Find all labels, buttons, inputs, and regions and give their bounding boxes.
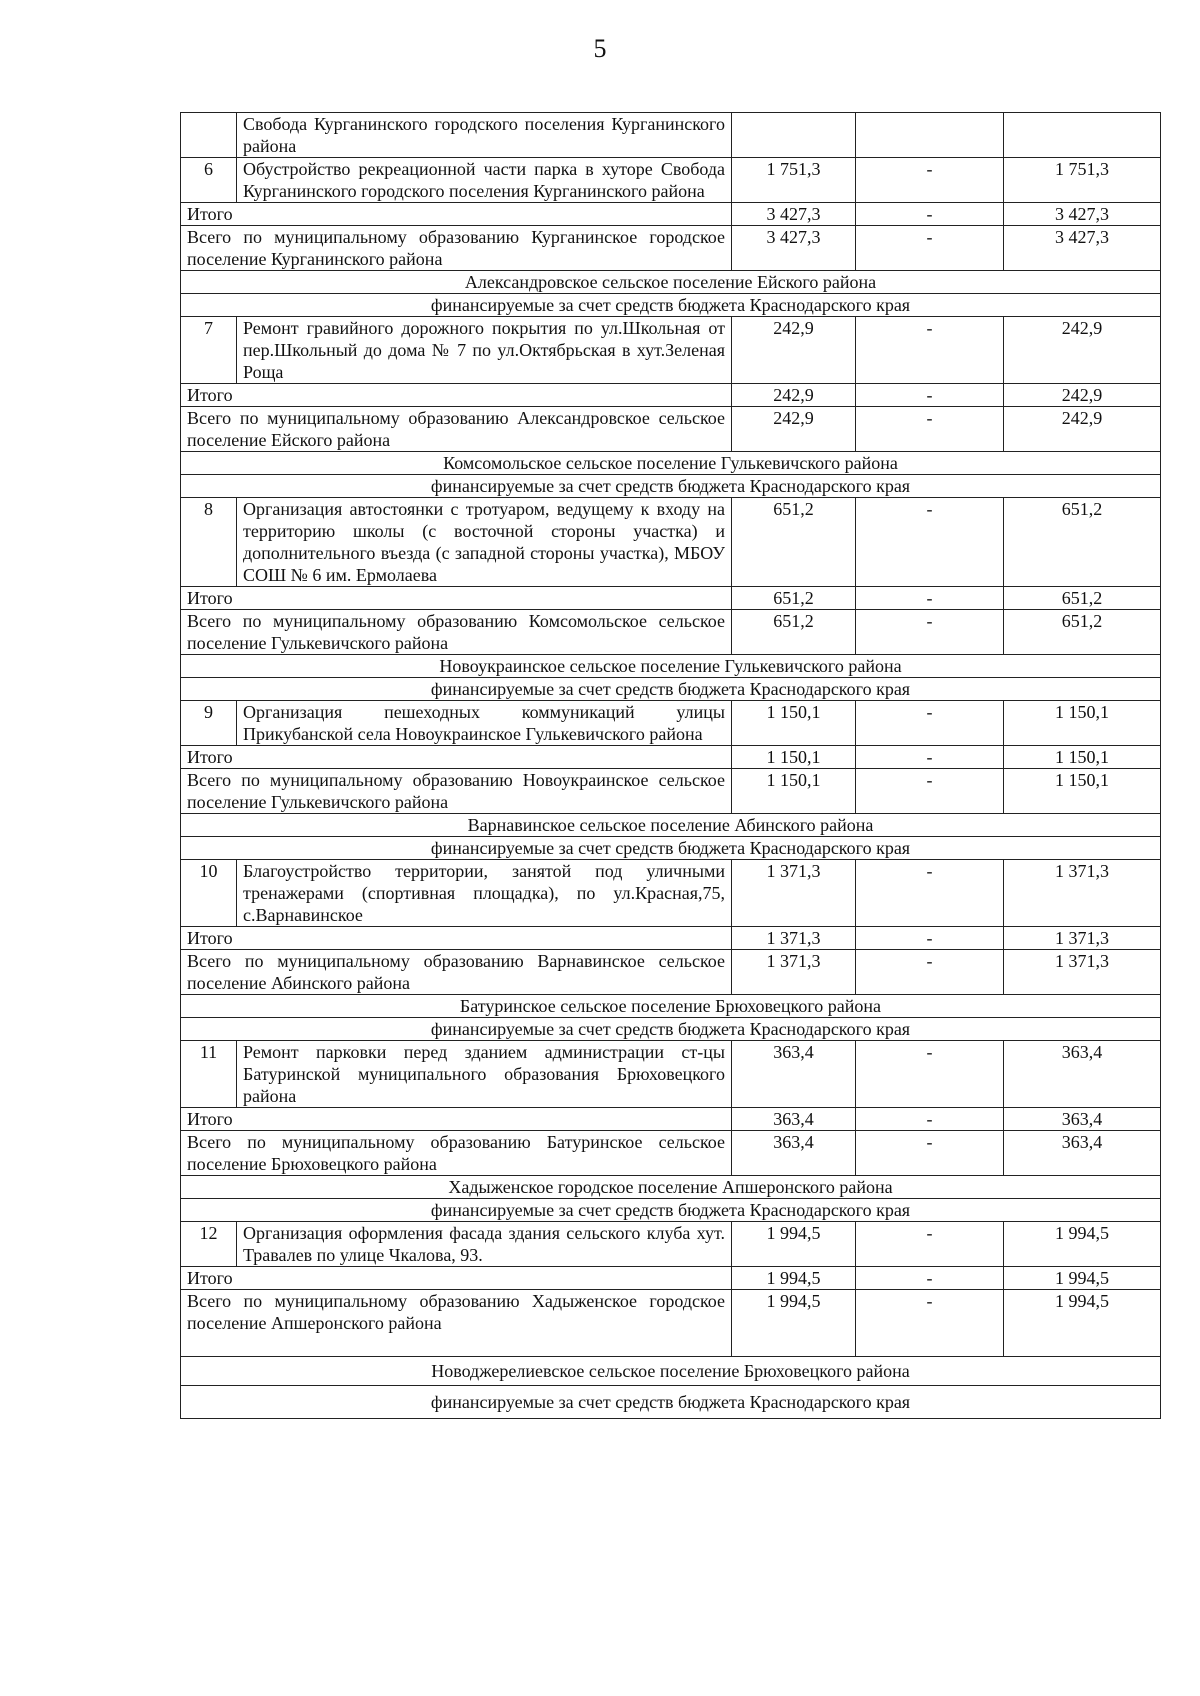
dash-cell: - [856,1041,1004,1108]
value-cell: 1 994,5 [1004,1267,1161,1290]
itogo-label: Итого [181,746,732,769]
section-row [181,814,1161,837]
funding-row [181,475,1161,498]
funding-row [181,1018,1161,1041]
value-cell: 651,2 [1004,610,1161,655]
itogo-row [181,1108,1161,1131]
section-row [181,1176,1161,1199]
row-description: Свобода Курганинского городского поселения Курганинского района [237,113,732,158]
dash-cell: - [856,587,1004,610]
table-row [181,317,1161,384]
value-cell: 1 371,3 [1004,860,1161,927]
value-cell: 3 427,3 [732,226,856,271]
value-cell: 1 371,3 [732,950,856,995]
itogo-label: Итого [181,587,732,610]
row-number-cell [181,113,237,158]
dash-cell: - [856,407,1004,452]
section-title: Комсомольское сельское поселение Гулькевичского района [181,452,1161,475]
value-cell: 1 150,1 [732,746,856,769]
table-row [181,498,1161,587]
budget-table [180,112,1161,1419]
funding-row [181,1199,1161,1222]
itogo-label: Итого [181,1108,732,1131]
section-title: Батуринское сельское поселение Брюховецкого района [181,995,1161,1018]
value-cell: 1 150,1 [1004,701,1161,746]
itogo-label: Итого [181,203,732,226]
funding-row [181,837,1161,860]
row-number-cell: 12 [181,1222,237,1267]
itogo-row [181,203,1161,226]
row-number-cell: 7 [181,317,237,384]
row-description: Ремонт гравийного дорожного покрытия по ул.Школьная от пер.Школьный до дома № 7 по ул.Октябрьская в хут.Зеленая Роща [237,317,732,384]
section-title: Александровское сельское поселение Ейского района [181,271,1161,294]
funding-title: финансируемые за счет средств бюджета Краснодарского края [181,294,1161,317]
dash-cell: - [856,746,1004,769]
value-cell: 651,2 [1004,587,1161,610]
section-row [181,995,1161,1018]
row-number-cell: 9 [181,701,237,746]
value-cell: 242,9 [732,317,856,384]
value-cell: 1 994,5 [732,1290,856,1357]
dash-cell: - [856,498,1004,587]
value-cell: 242,9 [732,384,856,407]
dash-cell: - [856,203,1004,226]
vsego-label: Всего по муниципальному образованию Варнавинское сельское поселение Абинского района [181,950,732,995]
table-row [181,113,1161,158]
table-row [181,701,1161,746]
row-description: Ремонт парковки перед зданием администрации ст-цы Батуринской муниципального образования Брюховецкого района [237,1041,732,1108]
section-row [181,452,1161,475]
row-number-cell: 10 [181,860,237,927]
row-number-cell: 6 [181,158,237,203]
dash-cell: - [856,1267,1004,1290]
value-cell: 651,2 [1004,498,1161,587]
value-cell: 1 371,3 [732,860,856,927]
itogo-label: Итого [181,384,732,407]
vsego-row [181,1131,1161,1176]
dash-cell: - [856,226,1004,271]
itogo-label: Итого [181,927,732,950]
value-cell: 651,2 [732,498,856,587]
section-row [181,655,1161,678]
funding-title: финансируемые за счет средств бюджета Краснодарского края [181,1018,1161,1041]
vsego-label: Всего по муниципальному образованию Батуринское сельское поселение Брюховецкого района [181,1131,732,1176]
vsego-row [181,610,1161,655]
value-cell: 1 371,3 [732,927,856,950]
itogo-row [181,587,1161,610]
vsego-row [181,226,1161,271]
value-cell [732,113,856,158]
value-cell: 1 994,5 [1004,1222,1161,1267]
row-description: Благоустройство территории, занятой под уличными тренажерами (спортивная площадка), по ул.Красная,75, с.Варнавинское [237,860,732,927]
value-cell: 1 371,3 [1004,950,1161,995]
value-cell: 1 150,1 [1004,746,1161,769]
funding-title: финансируемые за счет средств бюджета Краснодарского края [181,475,1161,498]
value-cell: 363,4 [732,1131,856,1176]
value-cell: 1 751,3 [732,158,856,203]
value-cell: 1 150,1 [732,769,856,814]
vsego-row [181,769,1161,814]
value-cell: 242,9 [1004,407,1161,452]
row-number-cell: 11 [181,1041,237,1108]
vsego-label: Всего по муниципальному образованию Хадыженское городское поселение Апшеронского района [181,1290,732,1357]
section-title: Новоукраинское сельское поселение Гулькевичского района [181,655,1161,678]
dash-cell: - [856,860,1004,927]
dash-cell: - [856,1108,1004,1131]
funding-row [181,1386,1161,1419]
row-description: Организация автостоянки с тротуаром, ведущему к входу на территорию школы (с восточной стороны участка) и дополнительного въезда (с западной стороны участка), МБОУ СОШ № 6 им. Ермолаева [237,498,732,587]
funding-title: финансируемые за счет средств бюджета Краснодарского края [181,678,1161,701]
row-description: Организация оформления фасада здания сельского клуба хут. Травалев по улице Чкалова, 93. [237,1222,732,1267]
section-row [181,1357,1161,1386]
section-row [181,271,1161,294]
row-description: Организация пешеходных коммуникаций улицы Прикубанской села Новоукраинское Гулькевичского района [237,701,732,746]
value-cell: 3 427,3 [732,203,856,226]
vsego-row [181,950,1161,995]
section-title: Новоджерелиевское сельское поселение Брюховецкого района [181,1357,1161,1386]
dash-cell: - [856,927,1004,950]
dash-cell: - [856,950,1004,995]
row-number-cell: 8 [181,498,237,587]
funding-row [181,678,1161,701]
dash-cell: - [856,610,1004,655]
value-cell: 363,4 [732,1108,856,1131]
vsego-row [181,407,1161,452]
dash-cell: - [856,384,1004,407]
funding-title: финансируемые за счет средств бюджета Краснодарского края [181,1386,1161,1419]
funding-title: финансируемые за счет средств бюджета Краснодарского края [181,1199,1161,1222]
dash-cell: - [856,769,1004,814]
value-cell [1004,113,1161,158]
value-cell: 3 427,3 [1004,226,1161,271]
vsego-label: Всего по муниципальному образованию Комсомольское сельское поселение Гулькевичского района [181,610,732,655]
itogo-row [181,746,1161,769]
value-cell: 1 150,1 [1004,769,1161,814]
dash-cell: - [856,701,1004,746]
table-row [181,158,1161,203]
value-cell: 242,9 [1004,384,1161,407]
section-title: Варнавинское сельское поселение Абинского района [181,814,1161,837]
row-description: Обустройство рекреационной части парка в хуторе Свобода Курганинского городского поселения Курганинского района [237,158,732,203]
vsego-label: Всего по муниципальному образованию Новоукраинское сельское поселение Гулькевичского района [181,769,732,814]
value-cell: 363,4 [1004,1131,1161,1176]
value-cell: 651,2 [732,610,856,655]
dash-cell: - [856,1222,1004,1267]
value-cell: 3 427,3 [1004,203,1161,226]
value-cell: 242,9 [1004,317,1161,384]
itogo-row [181,384,1161,407]
table-row [181,1222,1161,1267]
vsego-label: Всего по муниципальному образованию Курганинское городское поселение Курганинского района [181,226,732,271]
vsego-label: Всего по муниципальному образованию Александровское сельское поселение Ейского района [181,407,732,452]
funding-title: финансируемые за счет средств бюджета Краснодарского края [181,837,1161,860]
value-cell: 1 751,3 [1004,158,1161,203]
value-cell: 651,2 [732,587,856,610]
funding-row [181,294,1161,317]
itogo-row [181,1267,1161,1290]
dash-cell: - [856,317,1004,384]
dash-cell: - [856,1131,1004,1176]
section-title: Хадыженское городское поселение Апшеронского района [181,1176,1161,1199]
value-cell: 1 994,5 [732,1222,856,1267]
page-number: 5 [593,34,607,63]
value-cell [856,113,1004,158]
value-cell: 1 994,5 [1004,1290,1161,1357]
value-cell: 1 994,5 [732,1267,856,1290]
value-cell: 363,4 [732,1041,856,1108]
vsego-row [181,1290,1161,1357]
itogo-row [181,927,1161,950]
value-cell: 1 371,3 [1004,927,1161,950]
value-cell: 363,4 [1004,1108,1161,1131]
value-cell: 242,9 [732,407,856,452]
value-cell: 1 150,1 [732,701,856,746]
value-cell: 363,4 [1004,1041,1161,1108]
table-row [181,1041,1161,1108]
dash-cell: - [856,1290,1004,1357]
table-row [181,860,1161,927]
dash-cell: - [856,158,1004,203]
itogo-label: Итого [181,1267,732,1290]
